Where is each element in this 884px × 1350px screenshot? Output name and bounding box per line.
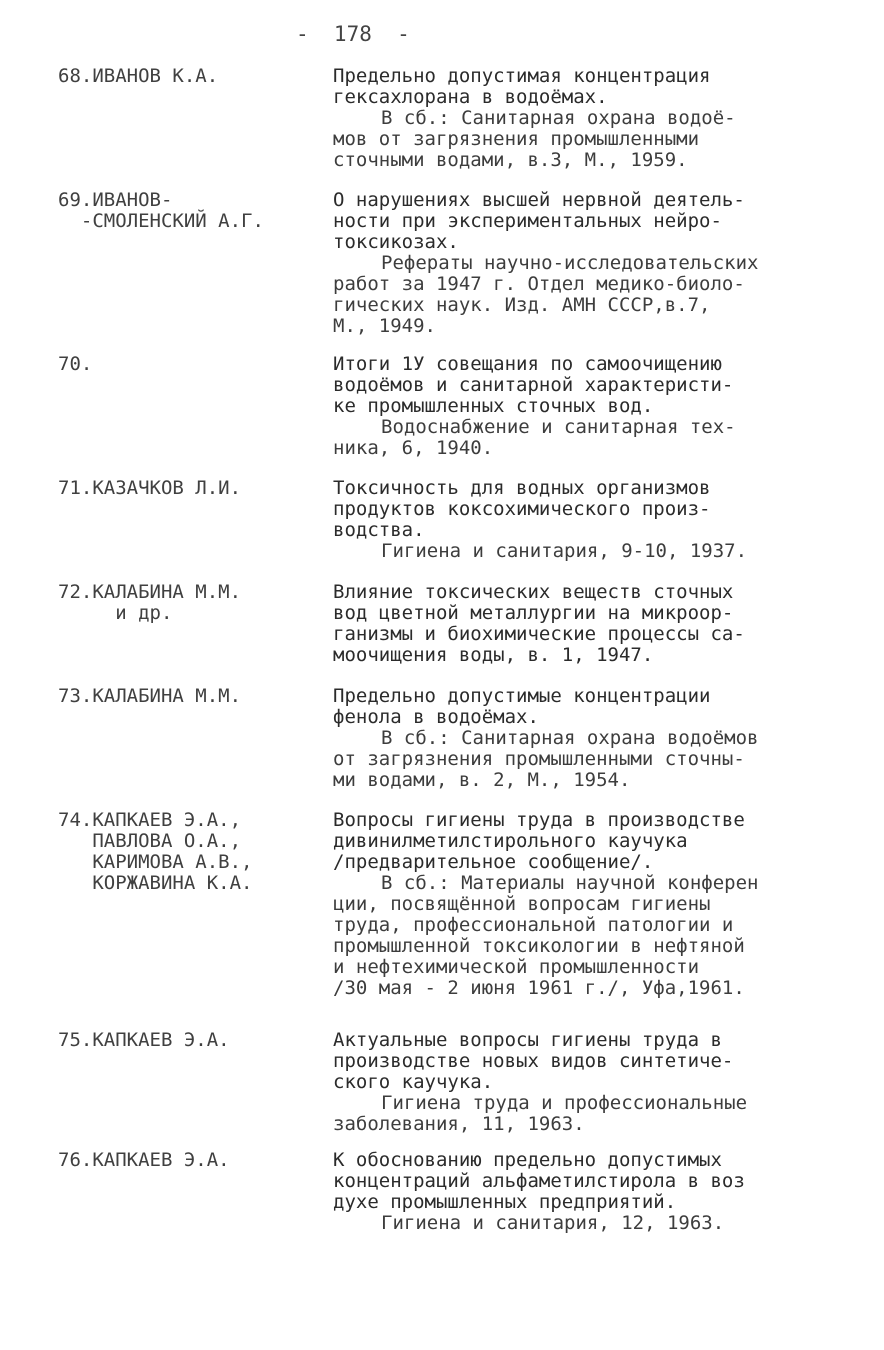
entry-source-line: ника, 6, 1940. — [333, 437, 494, 459]
entry-text — [333, 478, 873, 562]
entry-source-line: промышленной токсикологии в нефтяной — [333, 935, 745, 957]
entry-title-line: ности при экспериментальных нейро- — [333, 210, 722, 232]
entry-text — [333, 1150, 873, 1234]
entry-author: 70. — [58, 353, 93, 375]
entry-title-line: вод цветной металлургии на микроор- — [333, 602, 734, 624]
entry-title-line: водства. — [333, 519, 425, 541]
entry-source-line: гических наук. Изд. АМН СССР,в.7, — [333, 294, 711, 316]
entry-author: 74.КАПКАЕВ Э.А., ПАВЛОВА О.А., КАРИМОВА А.В., КОРЖАВИНА К.А. — [58, 809, 253, 894]
entry-text — [333, 354, 873, 459]
entry-title-line: Итоги 1У совещания по самоочищению — [333, 353, 722, 375]
entry-text — [333, 582, 873, 666]
entry-title-line: фенола в водоёмах. — [333, 706, 539, 728]
entry-text — [333, 190, 873, 337]
entry-author: 69.ИВАНОВ- -СМОЛЕНСКИЙ А.Г. — [58, 189, 264, 232]
entry-author: 76.КАПКАЕВ Э.А. — [58, 1149, 230, 1171]
entry-source-line: сточными водами, в.3, М., 1959. — [333, 149, 688, 171]
entry-title-line: концентраций альфаметилстирола в воз — [333, 1170, 745, 1192]
entry-source-line: В сб.: Материалы научной конферен — [381, 872, 759, 894]
entry-title-line: дивинилметилстирольного каучука — [333, 830, 688, 852]
entry-source-line: и нефтехимической промышленности — [333, 956, 700, 978]
entry-title-line: ганизмы и биохимические процессы са- — [333, 623, 745, 645]
entry-source-line: /30 мая - 2 июня 1961 г./, Уфа,1961. — [333, 977, 745, 999]
entry-text — [333, 1030, 873, 1135]
entry-source-line: Водоснабжение и санитарная тех- — [381, 416, 736, 438]
entry-source-line: М., 1949. — [333, 315, 436, 337]
entry-title-line: К обоснованию предельно допустимых — [333, 1149, 722, 1171]
entry-title-line: Токсичность для водных организмов — [333, 477, 711, 499]
entry-text — [333, 66, 873, 171]
entry-source-line: ции, посвящённой вопросам гигиены — [333, 893, 711, 915]
page-number: - 178 - — [296, 22, 410, 46]
entry-title-line: Предельно допустимая концентрация — [333, 65, 711, 87]
entry-source-line: труда, профессиональной патологии и — [333, 914, 734, 936]
entry-author: 73.КАЛАБИНА М.М. — [58, 685, 242, 707]
entry-text — [333, 810, 873, 999]
entry-title-line: Предельно допустимые концентрации — [333, 685, 711, 707]
entry-source-line: работ за 1947 г. Отдел медико-биоло- — [333, 273, 745, 295]
entry-source-line: В сб.: Санитарная охрана водоё- — [381, 107, 736, 129]
entry-author: 68.ИВАНОВ К.А. — [58, 65, 219, 87]
entry-source-line: от загрязнения промышленными сточны- — [333, 748, 745, 770]
entry-source-line: В сб.: Санитарная охрана водоёмов — [381, 727, 759, 749]
entry-title-line: моочищения воды, в. 1, 1947. — [333, 644, 654, 666]
entry-source-line: мов от загрязнения промышленными — [333, 128, 700, 150]
entry-source-line: Рефераты научно-исследовательских — [381, 252, 759, 274]
entry-source-line: Гигиена и санитария, 12, 1963. — [381, 1212, 725, 1234]
entry-title-line: продуктов коксохимического произ- — [333, 498, 711, 520]
entry-title-line: Вопросы гигиены труда в производстве — [333, 809, 745, 831]
entry-author: 72.КАЛАБИНА М.М. и др. — [58, 581, 242, 624]
entry-title-line: токсикозах. — [333, 231, 459, 253]
entry-author: 71.КАЗАЧКОВ Л.И. — [58, 477, 242, 499]
entry-source-line: Гигиена и санитария, 9-10, 1937. — [381, 540, 748, 562]
entry-title-line: О нарушениях высшей нервной деятель- — [333, 189, 745, 211]
entry-source-line: Гигиена труда и профессиональные — [381, 1092, 748, 1114]
entry-title-line: гексахлорана в водоёмах. — [333, 86, 608, 108]
entry-text — [333, 686, 873, 791]
entry-source-line: ми водами, в. 2, М., 1954. — [333, 769, 631, 791]
entry-title-line: ке промышленных сточных вод. — [333, 395, 654, 417]
entry-title-line: Актуальные вопросы гигиены труда в — [333, 1029, 722, 1051]
entry-title-line: ского каучука. — [333, 1071, 494, 1093]
entry-title-line: духе промышленных предприятий. — [333, 1191, 677, 1213]
entry-title-line: /предварительное сообщение/. — [333, 851, 654, 873]
entry-title-line: производстве новых видов синтетиче- — [333, 1050, 734, 1072]
entry-source-line: заболевания, 11, 1963. — [333, 1113, 585, 1135]
entry-title-line: водоёмов и санитарной характеристи- — [333, 374, 734, 396]
entry-author: 75.КАПКАЕВ Э.А. — [58, 1029, 230, 1051]
entry-title-line: Влияние токсических веществ сточных — [333, 581, 734, 603]
